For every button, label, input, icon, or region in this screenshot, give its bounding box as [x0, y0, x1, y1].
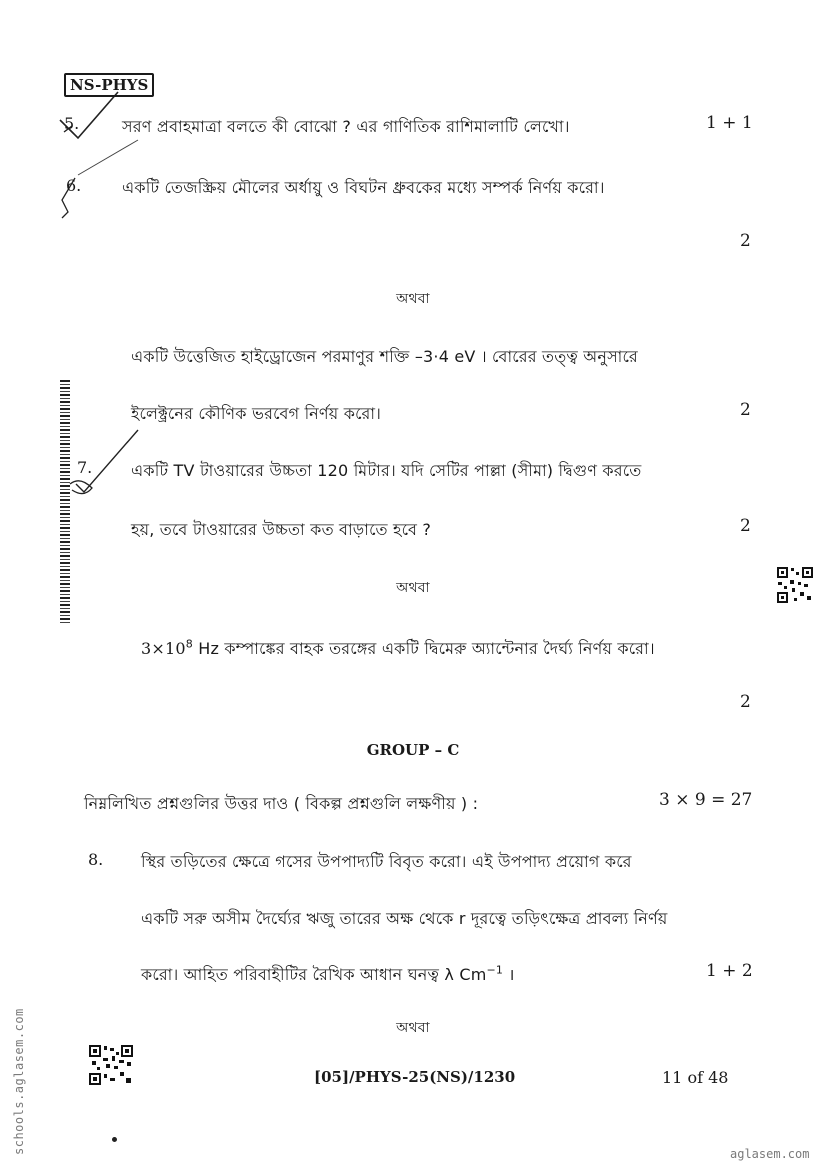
question-8-line-1: স্থির তড়িতের ক্ষেত্রে গসের উপপাদ্যটি বিবৃত করো। এই উপপাদ্য প্রয়োগ করে: [141, 852, 632, 871]
question-7-alt-marks: 2: [740, 692, 751, 712]
question-number-8: 8.: [88, 850, 104, 869]
question-8-line-3-prefix: করো। আহিত পরিবাহীটির রৈখিক আধান ঘনত্ব λ Cm: [141, 965, 487, 984]
question-7-alt-exponent: 8: [185, 637, 193, 651]
question-8-line-2: একটি সরু অসীম দৈর্ঘ্যের ঋজু তারের অক্ষ থেকে r দূরত্বে তড়িৎক্ষেত্র প্রাবল্য নির্ণয়: [141, 909, 668, 928]
question-8-marks: 1 + 2: [706, 961, 753, 981]
qr-code-bottom: [88, 1044, 134, 1086]
subject-code-badge: NS-PHYS: [64, 73, 154, 97]
question-7-line-2: হয়, তবে টাওয়ারের উচ্চতা কত বাড়াতে হবে ?: [131, 520, 432, 539]
question-8-line-3-suffix: ।: [503, 965, 515, 984]
question-6-marks: 2: [740, 231, 751, 251]
question-7-marks: 2: [740, 516, 751, 536]
group-c-instruction: নিম্নলিখিত প্রশ্নগুলির উত্তর দাও ( বিকল্প প্রশ্নগুলি লক্ষণীয় ) :: [84, 794, 479, 813]
bottom-right-watermark: aglasem.com: [730, 1147, 810, 1161]
group-c-total-marks: 3 × 9 = 27: [659, 790, 753, 810]
question-8-line-3: [141, 962, 515, 989]
question-7-alt-rest: Hz কম্পাঙ্কের বাহক তরঙ্গের একটি দ্বিমেরু অ্যান্টেনার দৈর্ঘ্য নির্ণয় করো।: [192, 639, 655, 658]
question-6-alt-line-1: একটি উত্তেজিত হাইড্রোজেন পরমাণুর শক্তি –3·4 eV । বোরের তত্ত্ব অনুসারে: [131, 347, 638, 366]
question-8-or-label: অথবা: [396, 1020, 430, 1036]
paper-code: [05]/PHYS-25(NS)/1230: [314, 1068, 516, 1086]
question-5-text: সরণ প্রবাহমাত্রা বলতে কী বোঝো ? এর গাণিতিক রাশিমালাটি লেখো।: [122, 117, 570, 136]
question-number-7: 7.: [77, 458, 93, 477]
qr-code-right: [776, 566, 814, 604]
page-number: 11 of 48: [662, 1068, 729, 1087]
group-c-heading: GROUP – C: [366, 741, 460, 759]
question-8-line-3-exponent: −1: [486, 963, 504, 977]
question-6-alt-line-2: ইলেক্ট্রনের কৌণিক ভরবেগ নির্ণয় করো।: [131, 404, 382, 423]
stray-mark: [111, 1136, 118, 1143]
question-7-or-label: অথবা: [396, 580, 430, 596]
question-6-text: একটি তেজস্ক্রিয় মৌলের অর্ধায়ু ও বিঘটন ধ্রুবকের মধ্যে সম্পর্ক নির্ণয় করো।: [122, 178, 605, 197]
question-number-5: 5.: [64, 114, 80, 133]
question-7-alt-prefix: 3×10: [141, 639, 186, 658]
question-7-alt-text: [141, 636, 655, 663]
question-6-or-label: অথবা: [396, 291, 430, 307]
question-number-6: 6.: [66, 176, 82, 195]
question-6-alt-marks: 2: [740, 400, 751, 420]
question-5-marks: 1 + 1: [706, 113, 753, 133]
question-7-line-1: একটি TV টাওয়ারের উচ্চতা 120 মিটার। যদি সেটির পাল্লা (সীমা) দ্বিগুণ করতে: [131, 461, 642, 480]
side-watermark: schools.aglasem.com: [12, 1008, 26, 1155]
